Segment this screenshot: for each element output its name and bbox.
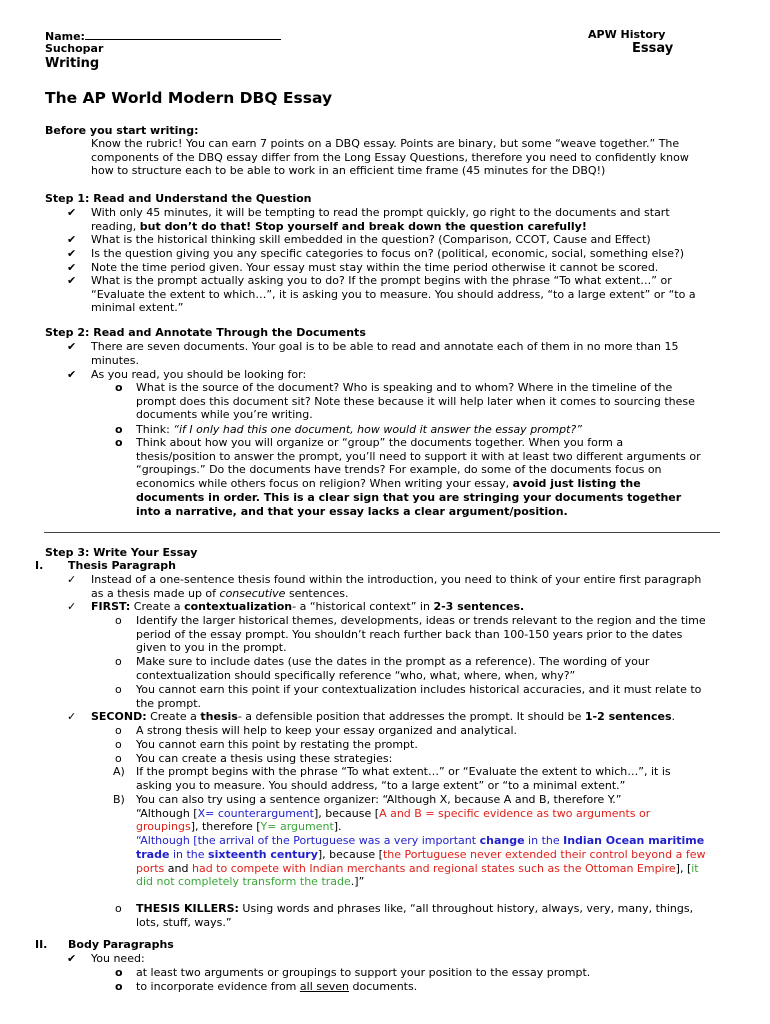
text-line: given to you in the prompt. <box>136 641 287 655</box>
text-line: “Evaluate the extent to which…”, it is asking you to measure. You should address, “to a large extent” or “to a <box>91 287 696 301</box>
text-line: What is the prompt actually asking you to do? If the prompt begins with the phrase “To what extent…” or <box>91 274 672 287</box>
circle-bullet-icon: o <box>115 655 122 668</box>
check-icon: ✓ <box>67 573 77 586</box>
step1-bullet: Is the question giving you any specific categories to focus on? (political, economic, social, something else?) <box>91 247 685 260</box>
text-line: If the prompt begins with the phrase “To what extent…” or “Evaluate the extent to which…”, it is <box>136 765 671 778</box>
list-letter: B) <box>113 793 125 806</box>
before-paragraph <box>91 137 689 178</box>
thesis-subbullet: You cannot earn this point by restating the prompt. <box>136 738 418 751</box>
page-title: The AP World Modern DBQ Essay <box>45 89 333 107</box>
text-line: Identify the larger historical themes, developments, ideas or trends relevant to the region and the time <box>136 614 706 627</box>
step2-subbullet: Think: “if I only had this one document, how would it answer the essay prompt?” <box>136 423 582 436</box>
body-subbullet: to incorporate evidence from all seven documents. <box>136 980 418 993</box>
horizontal-divider <box>44 532 720 533</box>
text-line: groupings], therefore [Y= argument]. <box>136 820 342 834</box>
text-line: how to structure each to be able to work in an efficient time frame (45 minutes for the DBQ!) <box>91 164 606 178</box>
text-line: You can also try using a sentence organizer: “Although X, because A and B, therefore Y.” <box>136 793 622 806</box>
text-line: You cannot earn this point if your contextualization includes historical accuracies, and it must relate to <box>136 683 702 696</box>
circle-bullet-icon: o <box>115 436 123 449</box>
text-line: “Although [the arrival of the Portuguese was a very important change in the Indian Ocean maritime <box>136 834 705 848</box>
text-line: period of the essay prompt. You shouldn’t reach further back than 100-150 years prior to the dates <box>136 627 683 641</box>
before-heading: Before you start writing: <box>45 124 199 137</box>
text-line: Instead of a one-sentence thesis found within the introduction, you need to think of your entire first paragraph <box>91 573 702 586</box>
strategy-b <box>136 793 705 889</box>
text-line: reading, but don’t do that! Stop yourself and break down the question carefully! <box>91 219 587 233</box>
thesis-subbullet: You can create a thesis using these strategies: <box>136 752 393 765</box>
circle-bullet-icon: o <box>115 683 122 696</box>
first-step-bullet: FIRST: Create a contextualization- a “historical context” in 2-3 sentences. <box>91 600 525 613</box>
text-line: Make sure to include dates (use the dates in the prompt as a reference). The wording of your <box>136 655 650 668</box>
circle-bullet-icon: o <box>115 752 122 765</box>
text-line: lots, stuff, ways.” <box>136 915 232 929</box>
check-icon: ✓ <box>67 710 77 723</box>
context-subbullet <box>136 683 701 710</box>
thesis-paragraph-heading: Thesis Paragraph <box>68 559 176 572</box>
text-line: There are seven documents. Your goal is to be able to read and annotate each of them in no more than 15 <box>91 340 679 353</box>
step1-bullet <box>91 206 670 233</box>
text-line: prompt does this document sit? Note these because it will help later when it comes to sourcing these <box>136 394 695 408</box>
course-name: APW History <box>588 28 666 41</box>
step2-heading: Step 2: Read and Annotate Through the Documents <box>45 326 366 339</box>
circle-bullet-icon: o <box>115 724 122 737</box>
text-line: the prompt. <box>136 696 202 710</box>
text-line: minimal extent.” <box>91 301 184 315</box>
second-step-bullet: SECOND: Create a thesis- a defensible position that addresses the prompt. It should be 1-2 sentences. <box>91 710 675 723</box>
step2-bullet: As you read, you should be looking for: <box>91 368 307 381</box>
step2-subbullet <box>136 436 701 518</box>
check-icon: ✔ <box>67 247 77 260</box>
circle-bullet-icon: o <box>115 423 123 436</box>
body-bullet: You need: <box>91 952 145 965</box>
text-line: as a thesis made up of consecutive sentences. <box>91 586 349 600</box>
check-icon: ✓ <box>67 600 77 613</box>
check-icon: ✔ <box>67 368 77 381</box>
context-subbullet <box>136 655 649 682</box>
section-number: II. <box>35 938 48 951</box>
section-number: I. <box>35 559 44 572</box>
writing-label: Writing <box>45 56 100 71</box>
step2-subbullet <box>136 381 695 422</box>
text-line: documents while you’re writing. <box>136 408 313 422</box>
text-line: With only 45 minutes, it will be tempting to read the prompt quickly, go right to the documents and start <box>91 206 670 219</box>
teacher-name: Suchopar <box>45 42 104 55</box>
step1-bullet <box>91 274 696 315</box>
text-line: What is the source of the document? Who is speaking and to whom? Where in the timeline of the <box>136 381 673 394</box>
text-line: minutes. <box>91 353 140 367</box>
text-line: ports and had to compete with Indian merchants and regional states such as the Ottoman Empire], [it <box>136 861 699 875</box>
text-line: contextualization should specifically reference “who, what, where, when, why?” <box>136 668 576 682</box>
check-icon: ✔ <box>67 952 77 965</box>
essay-label: Essay <box>632 41 674 56</box>
circle-bullet-icon: o <box>115 966 123 979</box>
text-line: “Although [X= counterargument], because [A and B = specific evidence as two arguments or <box>136 806 651 820</box>
text-line: “groupings.” Do the documents have trends? For example, do some of the documents focus on <box>136 463 662 477</box>
context-subbullet <box>136 614 706 655</box>
check-icon: ✔ <box>67 261 77 274</box>
step1-heading: Step 1: Read and Understand the Question <box>45 192 312 205</box>
circle-bullet-icon: o <box>115 980 123 993</box>
body-subbullet: at least two arguments or groupings to support your position to the essay prompt. <box>136 966 591 979</box>
circle-bullet-icon: o <box>115 738 122 751</box>
text-line: economics while others focus on religion? When writing your essay, avoid just listing the <box>136 477 641 491</box>
text-line: asking you to measure. You should address, “to a large extent” or “to a minimal extent.” <box>136 778 626 792</box>
list-letter: A) <box>113 765 125 778</box>
step1-bullet: What is the historical thinking skill embedded in the question? (Comparison, CCOT, Cause and Effect) <box>91 233 651 246</box>
check-icon: ✔ <box>67 206 77 219</box>
text-line: did not completely transform the trade.]” <box>136 875 365 889</box>
thesis-killers <box>136 902 693 929</box>
thesis-subbullet: A strong thesis will help to keep your essay organized and analytical. <box>136 724 518 737</box>
step2-bullet <box>91 340 679 367</box>
check-icon: ✔ <box>67 340 77 353</box>
check-icon: ✔ <box>67 233 77 246</box>
step3-heading: Step 3: Write Your Essay <box>45 546 198 559</box>
text-line: Know the rubric! You can earn 7 points on a DBQ essay. Points are binary, but some “weave together.” The <box>91 137 680 150</box>
body-paragraphs-heading: Body Paragraphs <box>68 938 174 951</box>
circle-bullet-icon: o <box>115 902 122 915</box>
circle-bullet-icon: o <box>115 381 123 394</box>
thesis-bullet <box>91 573 701 600</box>
text-line: THESIS KILLERS: Using words and phrases like, “all throughout history, always, very, many, things, <box>136 902 694 915</box>
text-line: into a narrative, and that your essay lacks a clear argument/position. <box>136 504 568 518</box>
text-line: Think about how you will organize or “group” the documents together. When you form a <box>136 436 624 449</box>
text-line: thesis/position to answer the prompt, you’ll need to support it with at least two different arguments or <box>136 449 701 463</box>
circle-bullet-icon: o <box>115 614 122 627</box>
step1-bullet: Note the time period given. Your essay must stay within the time period otherwise it cannot be scored. <box>91 261 659 274</box>
text-line: components of the DBQ essay differ from the Long Essay Questions, therefore you need to confidently know <box>91 150 689 164</box>
name-blank-line <box>85 28 281 40</box>
name-label: Name: <box>45 28 281 44</box>
text-line: trade in the sixteenth century], because [the Portuguese never extended their control beyond a few <box>136 847 706 861</box>
text-line: documents in order. This is a clear sign that you are stringing your documents together <box>136 490 682 504</box>
check-icon: ✔ <box>67 274 77 287</box>
strategy-a <box>136 765 671 792</box>
